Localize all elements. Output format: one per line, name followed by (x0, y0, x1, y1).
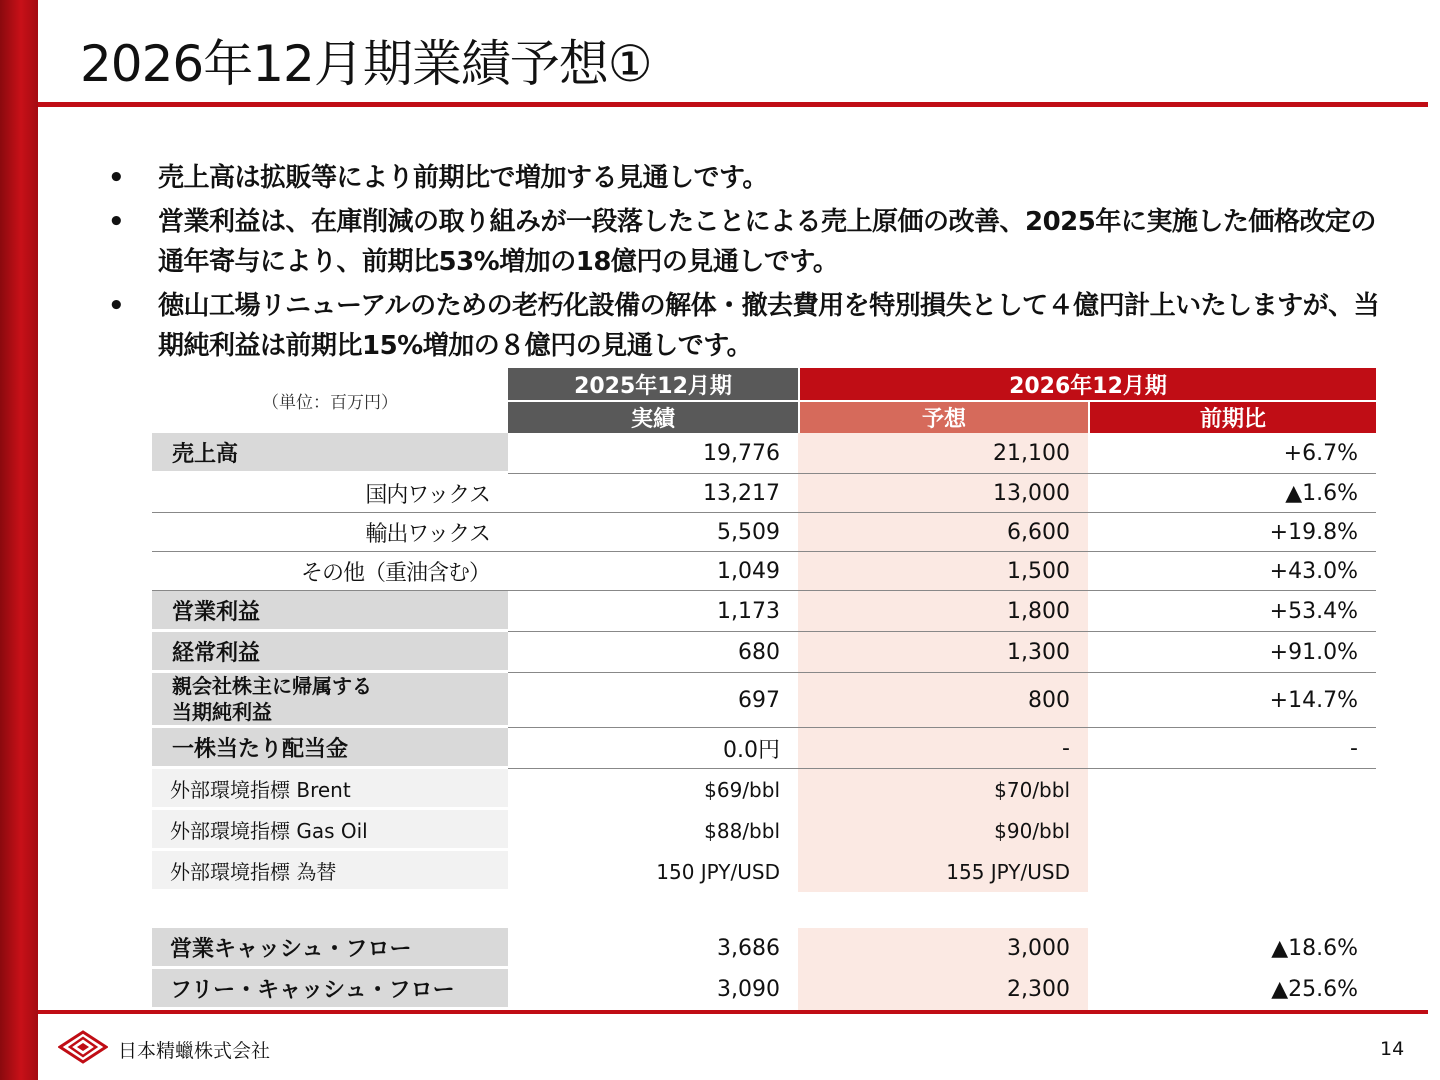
table-row (152, 474, 1376, 513)
title-divider (38, 102, 1428, 107)
bullet-item (108, 158, 1398, 198)
page-title: 2026年12月期業績予想① (80, 35, 652, 93)
forecast-value: 13,000 (798, 474, 1088, 513)
yoy-value: +43.0% (1088, 552, 1376, 591)
header-yoy: 前期比 (1088, 400, 1376, 433)
yoy-value (1088, 851, 1376, 892)
header-actual: 実績 (508, 400, 798, 433)
bullet-text: 営業利益は、在庫削減の取り組みが一段落したことによる売上原価の改善、2025年に実施した価格改定の通年寄与により、前期比53%増加の18億円の見通しです。 (158, 207, 1376, 277)
table-row (152, 513, 1376, 552)
row-label: 外部環境指標 Gas Oil (152, 810, 508, 851)
yoy-value: - (1088, 728, 1376, 769)
table-row (152, 433, 1376, 474)
forecast-value: 21,100 (798, 433, 1088, 474)
row-label: 外部環境指標 Brent (152, 769, 508, 810)
table-row (152, 969, 1376, 1010)
page-number: 14 (1380, 1038, 1405, 1060)
yoy-value (1088, 810, 1376, 851)
yoy-value: +14.7% (1088, 673, 1376, 728)
yoy-value: ▲1.6% (1088, 474, 1376, 513)
actual-value: 680 (508, 632, 798, 673)
bullet-marker: • (108, 207, 125, 237)
row-label: その他（重油含む） (152, 552, 508, 591)
forecast-value: 155 JPY/USD (798, 851, 1088, 892)
bullet-item (108, 202, 1398, 282)
table-row (152, 769, 1376, 810)
table-row (152, 632, 1376, 673)
table-row (152, 928, 1376, 969)
row-label-line2: 当期純利益 (172, 700, 272, 724)
forecast-value: $90/bbl (798, 810, 1088, 851)
forecast-value: - (798, 728, 1088, 769)
bullet-text: 売上高は拡販等により前期比で増加する見通しです。 (158, 163, 768, 193)
actual-value: 1,049 (508, 552, 798, 591)
yoy-value: +91.0% (1088, 632, 1376, 673)
yoy-value: +53.4% (1088, 591, 1376, 632)
bullet-marker: • (108, 163, 125, 193)
forecast-value: 800 (798, 673, 1088, 728)
actual-value: 3,090 (717, 977, 780, 1002)
table-row (152, 552, 1376, 591)
side-accent-bar (0, 0, 38, 1080)
actual-value: 150 JPY/USD (656, 859, 780, 884)
table-row (152, 810, 1376, 851)
table-spacer (152, 892, 1376, 928)
row-label: フリー・キャッシュ・フロー (152, 969, 508, 1010)
yoy-value: ▲25.6% (1271, 977, 1358, 1002)
actual-value: 5,509 (508, 513, 798, 552)
forecast-value: 1,300 (798, 632, 1088, 673)
table-row (152, 728, 1376, 769)
yoy-value (1088, 769, 1376, 810)
row-label: 営業キャッシュ・フロー (152, 928, 508, 969)
table-row (152, 673, 1376, 728)
actual-value: 13,217 (508, 474, 798, 513)
actual-value: 19,776 (508, 433, 798, 474)
actual-value: 697 (508, 673, 798, 728)
table-row (152, 591, 1376, 632)
yoy-value: +6.7% (1088, 433, 1376, 474)
forecast-value: $70/bbl (798, 769, 1088, 810)
row-label: 国内ワックス (152, 474, 508, 513)
header-2025: 2025年12月期 (508, 368, 798, 400)
forecast-value: 2,300 (798, 969, 1088, 1010)
forecast-value: 3,000 (798, 928, 1088, 969)
row-label: 外部環境指標 為替 (152, 851, 508, 892)
table-header-row (152, 368, 1376, 400)
forecast-value: 1,500 (798, 552, 1088, 591)
table-row (152, 851, 1376, 892)
actual-value: $88/bbl (704, 818, 780, 843)
forecast-value: 6,600 (798, 513, 1088, 552)
bullet-item (108, 286, 1398, 366)
yoy-value: ▲18.6% (1271, 936, 1358, 961)
actual-value: 0.0円 (508, 728, 798, 769)
actual-value: 3,686 (717, 936, 780, 961)
row-label-line1: 親会社株主に帰属する (172, 674, 372, 698)
header-forecast: 予想 (798, 400, 1088, 433)
bullet-text: 徳山工場リニューアルのための老朽化設備の解体・撤去費用を特別損失として４億円計上いたしますが、当期純利益は前期比15%増加の８億円の見通しです。 (158, 291, 1380, 361)
actual-value: $69/bbl (704, 777, 780, 802)
yoy-value: +19.8% (1088, 513, 1376, 552)
row-label (152, 673, 508, 728)
company-name: 日本精蠟株式会社 (118, 1040, 271, 1062)
forecast-value: 1,800 (798, 591, 1088, 632)
row-label: 売上高 (152, 433, 508, 474)
row-label: 輸出ワックス (152, 513, 508, 552)
diamond-logo-icon (58, 1030, 108, 1064)
row-label: 経常利益 (152, 632, 508, 673)
row-label: 一株当たり配当金 (152, 728, 508, 769)
unit-label: （単位：百万円） (262, 393, 398, 413)
header-2026: 2026年12月期 (798, 368, 1376, 400)
footer-divider (38, 1010, 1428, 1014)
bullet-list (108, 158, 1398, 370)
bullet-marker: • (108, 291, 125, 321)
actual-value: 1,173 (508, 591, 798, 632)
forecast-table (152, 368, 1376, 1010)
row-label: 営業利益 (152, 591, 508, 632)
